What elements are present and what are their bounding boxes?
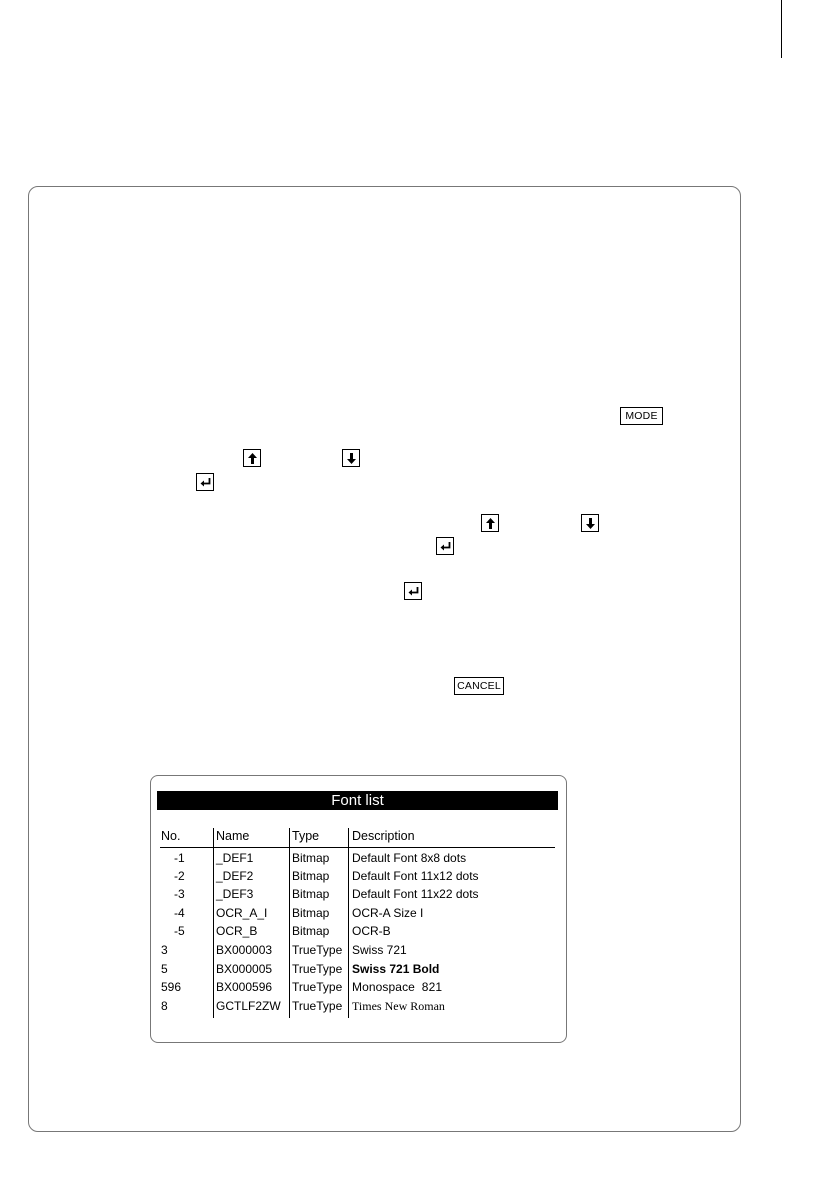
cancel-key: CANCEL xyxy=(454,677,504,695)
row-no: -1 xyxy=(174,851,185,865)
row-type: Bitmap xyxy=(292,887,330,901)
column-header-no: No. xyxy=(161,829,181,843)
row-type: TrueType xyxy=(292,943,343,957)
column-divider xyxy=(289,828,290,1018)
row-no: 3 xyxy=(161,943,168,957)
row-type: Bitmap xyxy=(292,851,330,865)
header-rule xyxy=(160,847,555,848)
row-type: TrueType xyxy=(292,962,343,976)
row-type: TrueType xyxy=(292,980,343,994)
up-arrow-key-icon xyxy=(243,449,261,467)
row-type: Bitmap xyxy=(292,924,330,938)
font-list-title: Font list xyxy=(157,791,558,810)
enter-key-icon xyxy=(196,473,214,491)
row-no: 8 xyxy=(161,999,168,1013)
row-name: OCR_A_I xyxy=(216,906,268,920)
down-arrow-key-icon xyxy=(342,449,360,467)
row-type: Bitmap xyxy=(292,869,330,883)
row-no: -3 xyxy=(174,887,185,901)
row-name: BX000005 xyxy=(216,962,273,976)
row-no: 596 xyxy=(161,980,182,994)
row-description: OCR-A Size I xyxy=(352,906,424,920)
column-header-description: Description xyxy=(352,829,415,843)
row-description: Default Font 11x12 dots xyxy=(352,869,479,883)
row-description: Monospace 821 xyxy=(352,980,443,994)
row-name: BX000003 xyxy=(216,943,273,957)
row-name: _DEF1 xyxy=(216,851,254,865)
up-arrow-key-icon xyxy=(481,514,499,532)
column-divider xyxy=(213,828,214,1018)
column-header-type: Type xyxy=(292,829,320,843)
row-description: Default Font 11x22 dots xyxy=(352,887,479,901)
column-divider xyxy=(348,828,349,1018)
column-header-name: Name xyxy=(216,829,250,843)
page-edge-line xyxy=(781,0,782,58)
row-name: _DEF3 xyxy=(216,887,254,901)
enter-key-icon xyxy=(436,537,454,555)
row-description: Swiss 721 xyxy=(352,943,407,957)
row-description: Swiss 721 Bold xyxy=(352,962,440,976)
row-name: OCR_B xyxy=(216,924,258,938)
row-description: Default Font 8x8 dots xyxy=(352,851,467,865)
row-type: Bitmap xyxy=(292,906,330,920)
row-description: OCR-B xyxy=(352,924,391,938)
font-list-display xyxy=(150,775,567,1043)
row-no: -2 xyxy=(174,869,185,883)
row-no: -4 xyxy=(174,906,185,920)
row-name: BX000596 xyxy=(216,980,273,994)
row-type: TrueType xyxy=(292,999,343,1013)
row-description: Times New Roman xyxy=(352,999,445,1013)
row-name: GCTLF2ZW xyxy=(216,999,281,1013)
down-arrow-key-icon xyxy=(581,514,599,532)
mode-key: MODE xyxy=(620,407,663,425)
row-name: _DEF2 xyxy=(216,869,254,883)
row-no: -5 xyxy=(174,924,185,938)
enter-key-icon xyxy=(404,582,422,600)
row-no: 5 xyxy=(161,962,168,976)
